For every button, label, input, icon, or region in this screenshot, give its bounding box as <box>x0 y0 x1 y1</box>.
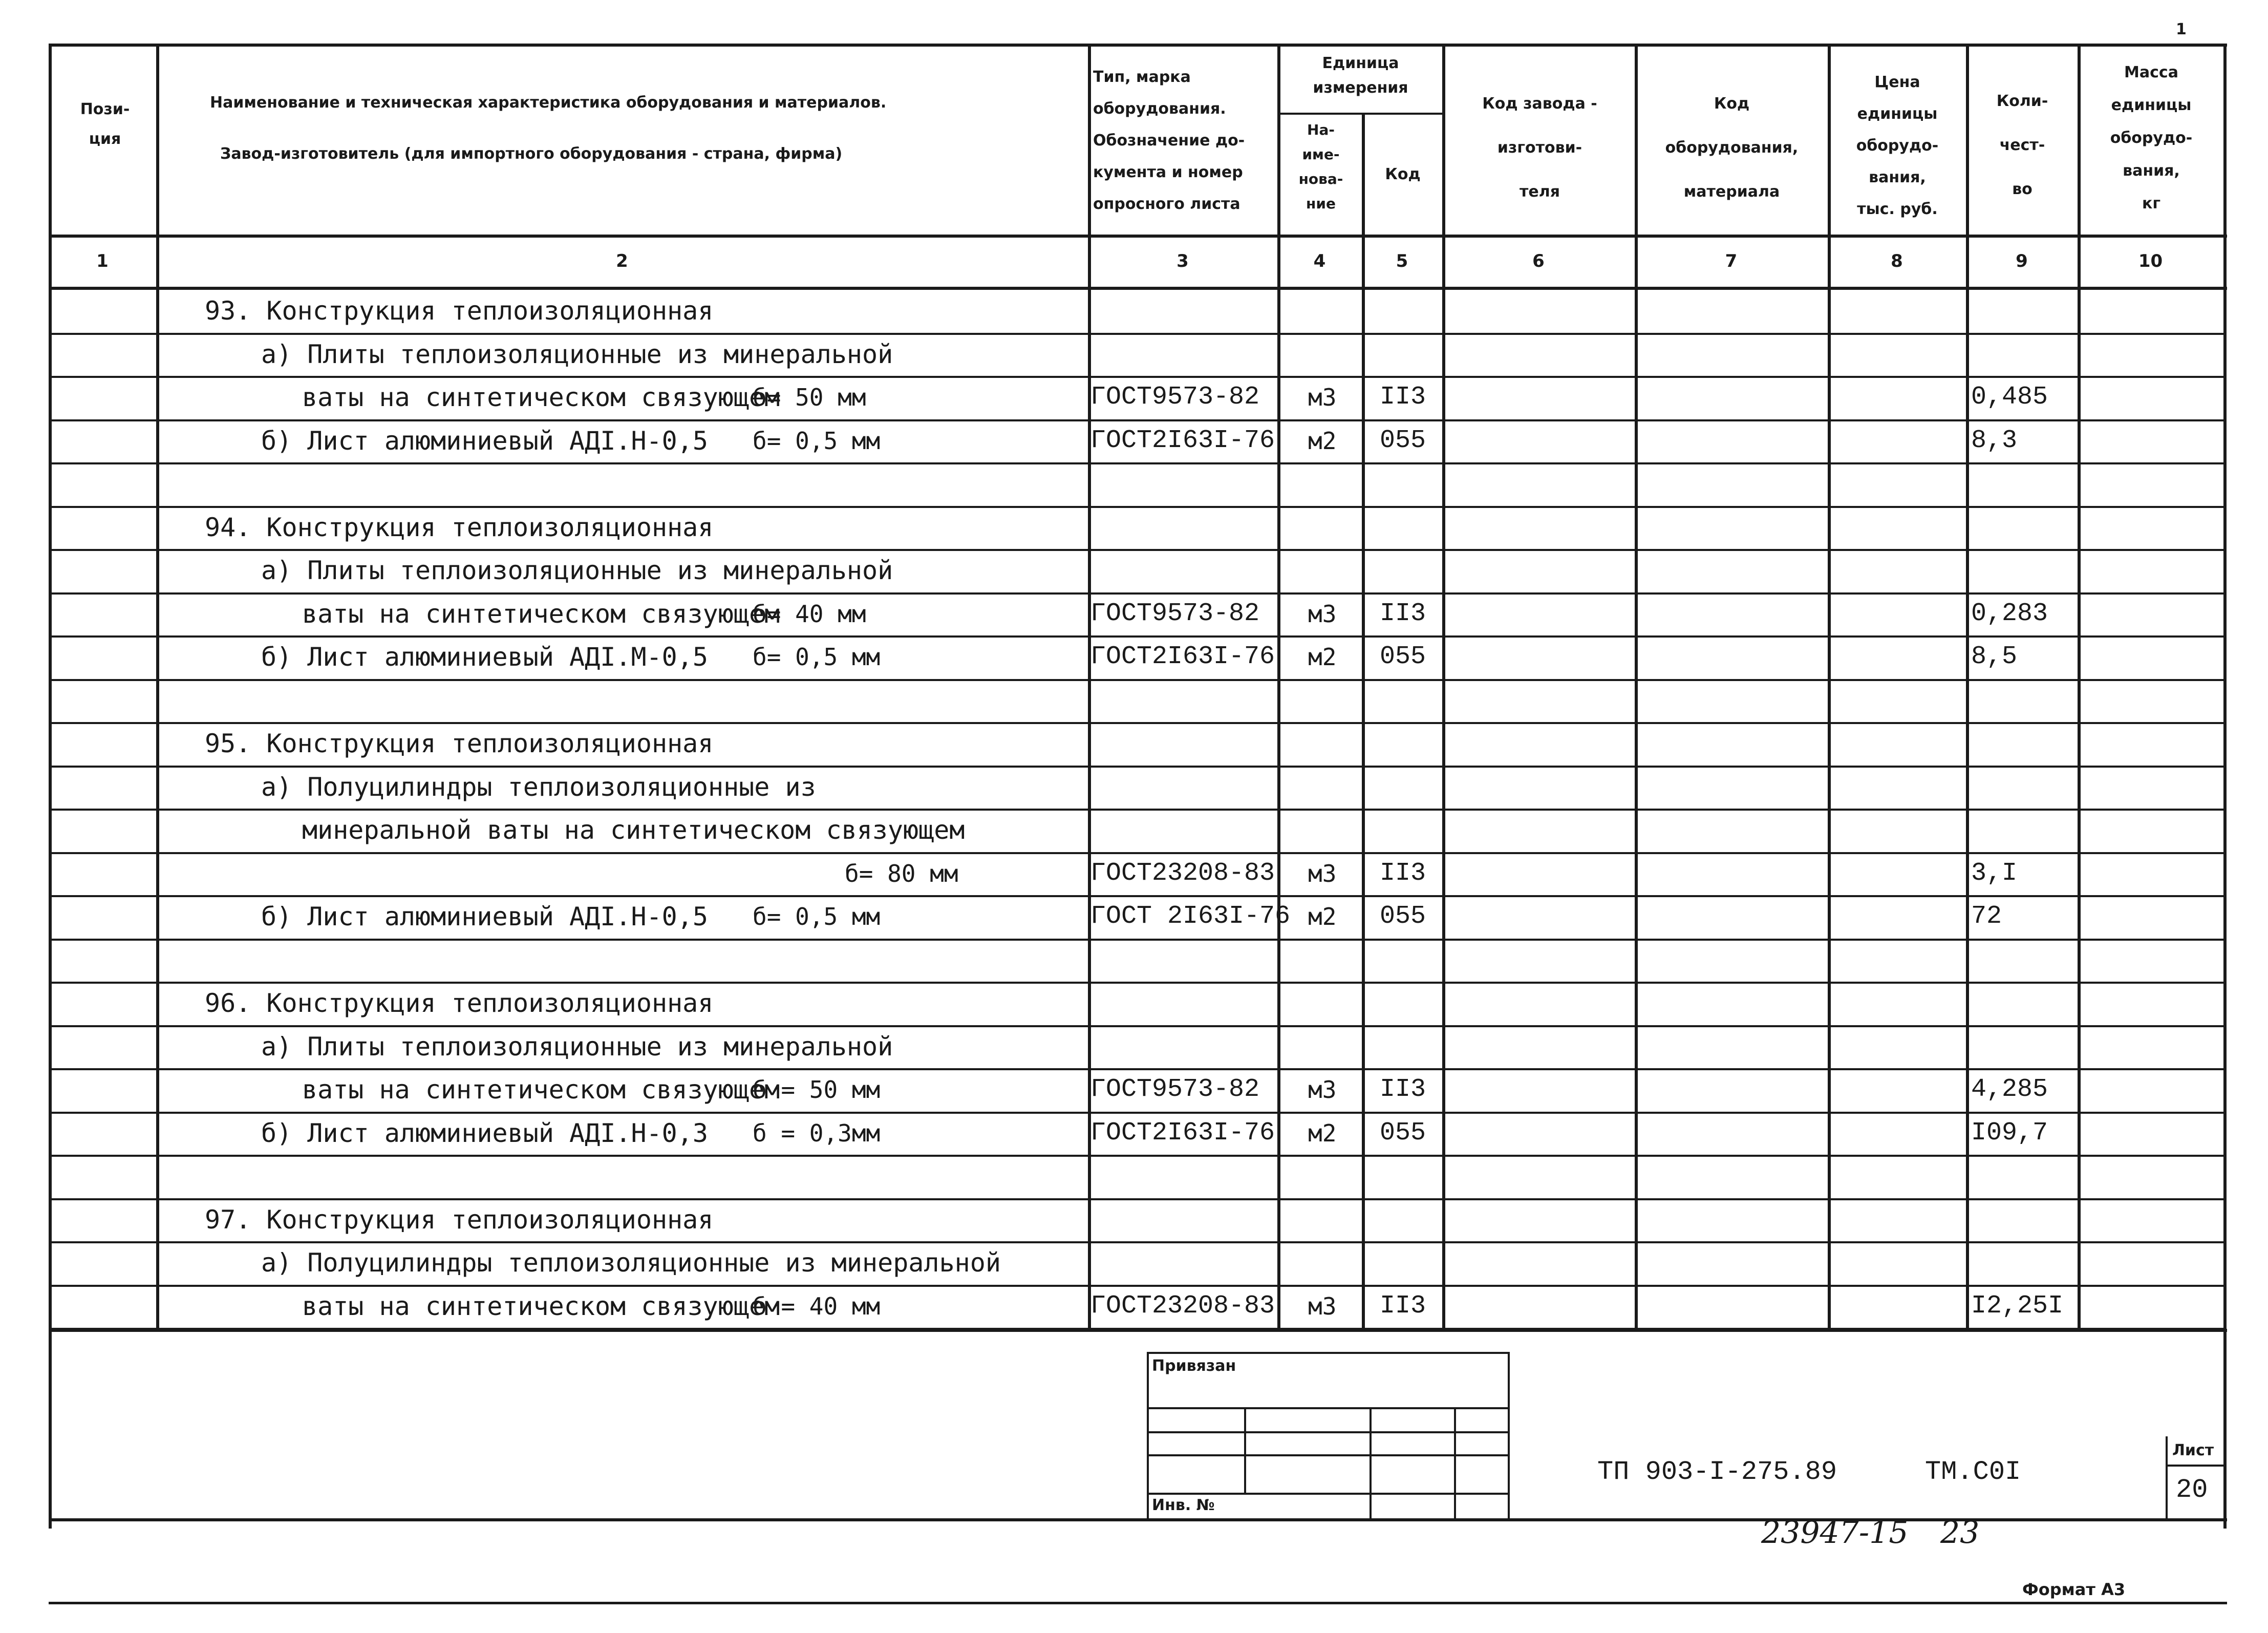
row-separator <box>49 462 2224 464</box>
row-separator <box>49 376 2224 378</box>
row-separator <box>49 1328 2224 1330</box>
stamp-col-1 <box>1244 1407 1246 1493</box>
item-thickness: б = 40 мм <box>753 1292 881 1320</box>
item-name: ваты на синтетическом связующем <box>302 383 780 412</box>
document-designation: ГОСТ9573-82 <box>1090 599 1260 628</box>
document-designation: ГОСТ23208-83 <box>1090 1291 1275 1321</box>
unit-code: 055 <box>1380 642 1426 671</box>
col-line-6 <box>1635 44 1638 1329</box>
row-separator <box>49 722 2224 724</box>
col-line-4 <box>1362 113 1365 1329</box>
stamp-box-left <box>1147 1352 1149 1521</box>
stamp-box-top <box>1147 1352 1508 1354</box>
page-bottom-line <box>49 1602 2227 1604</box>
item-thickness: б= 40 мм <box>753 600 866 628</box>
sheet-label: Лист <box>2172 1441 2214 1459</box>
header-unit-name: На- име- нова- ние <box>1298 121 1343 212</box>
unit-code: II3 <box>1380 599 1426 628</box>
row-separator <box>49 766 2224 768</box>
header-price: Цена единицы оборудо- вания, тыс. руб. <box>1856 73 1939 218</box>
sheet-box-left <box>2166 1436 2168 1518</box>
unit-name: м2 <box>1308 427 1337 455</box>
quantity-value: I2,25I <box>1971 1291 2064 1321</box>
row-separator <box>49 1241 2224 1243</box>
item-name: а) Плиты теплоизоляционные из минеральной <box>261 1031 893 1062</box>
document-designation: ГОСТ2I63I-76 <box>1090 426 1275 455</box>
header-mass: Масса единицы оборудо- вания, кг <box>2110 63 2193 213</box>
colnum-10: 10 <box>2138 251 2163 271</box>
unit-code: 055 <box>1380 1118 1426 1148</box>
row-separator <box>49 333 2224 335</box>
stamp-inv-number: Инв. № <box>1152 1496 1215 1514</box>
colnum-3: 3 <box>1176 251 1189 271</box>
header-equipment-code: Код оборудования, материала <box>1665 95 1799 201</box>
stamp-col-2 <box>1370 1407 1372 1521</box>
handwritten-number: 23947-15 <box>1761 1515 1909 1551</box>
row-separator <box>49 419 2224 421</box>
unit-name: м2 <box>1308 1119 1337 1147</box>
col-line-7 <box>1828 44 1831 1329</box>
colnum-1: 1 <box>96 251 109 271</box>
quantity-value: I09,7 <box>1971 1118 2048 1148</box>
item-thickness: б= 0,5 мм <box>753 643 881 671</box>
colnum-2: 2 <box>616 251 628 271</box>
unit-code: II3 <box>1380 1075 1426 1104</box>
colnum-6: 6 <box>1532 251 1545 271</box>
row-separator <box>49 635 2224 638</box>
colnum-9: 9 <box>2016 251 2028 271</box>
item-name: 95. Конструкция теплоизоляционная <box>205 729 714 758</box>
colnum-4: 4 <box>1313 251 1326 271</box>
unit-name: м2 <box>1308 643 1337 671</box>
col-line-8 <box>1966 44 1969 1329</box>
row-separator <box>49 1198 2224 1200</box>
quantity-value: 8,5 <box>1971 642 2018 671</box>
colnum-5: 5 <box>1396 251 1408 271</box>
document-designation: ГОСТ 2I63I-76 <box>1090 902 1291 931</box>
unit-name: м3 <box>1308 384 1337 411</box>
col-line-1 <box>156 44 159 1329</box>
item-name: 96. Конструкция теплоизоляционная <box>205 988 714 1018</box>
document-designation: ГОСТ2I63I-76 <box>1090 1118 1275 1148</box>
quantity-value: 0,485 <box>1971 383 2048 412</box>
header-type-mark: Тип, марка оборудования. Обозначение до- кумента и номер опросного листа <box>1093 68 1245 213</box>
row-separator <box>49 982 2224 984</box>
document-designation: ГОСТ23208-83 <box>1090 858 1275 888</box>
item-name: ваты на синтетическом связующем <box>302 599 780 629</box>
item-thickness: б= 0,5 мм <box>753 903 881 930</box>
document-code: ТП 903-I-275.89 <box>1597 1457 1837 1487</box>
handwritten-page: 23 <box>1940 1515 1980 1551</box>
item-name: а) Полуцилиндры теплоизоляционные из минеральной <box>261 1248 1001 1278</box>
row-separator <box>49 809 2224 811</box>
colnum-7: 7 <box>1725 251 1738 271</box>
col-line-5 <box>1442 44 1445 1329</box>
format-label: Формат А3 <box>2022 1580 2126 1599</box>
item-thickness: б= 0,5 мм <box>753 427 881 455</box>
unit-code: II3 <box>1380 858 1426 888</box>
document-designation: ГОСТ9573-82 <box>1090 1075 1260 1104</box>
quantity-value: 72 <box>1971 902 2002 931</box>
header-quantity: Коли- чест- во <box>1996 92 2048 198</box>
row-separator <box>49 1155 2224 1157</box>
row-separator <box>49 592 2224 595</box>
header-name-line2: Завод-изготовитель (для импортного оборудования - страна, фирма) <box>220 145 843 163</box>
header-factory-code: Код завода - изготови- теля <box>1482 95 1597 201</box>
corner-mark: 1 <box>2176 20 2187 38</box>
quantity-value: 0,283 <box>1971 599 2048 628</box>
item-name: минеральной ваты на синтетическом связующем <box>302 815 965 845</box>
table-right-border <box>2223 44 2227 1529</box>
header-unit-code: Код <box>1385 165 1421 183</box>
item-thickness: б= 80 мм <box>845 859 958 887</box>
row-separator <box>49 852 2224 854</box>
col-line-3 <box>1277 44 1280 1329</box>
stamp-privyazan: Привязан <box>1152 1357 1236 1375</box>
item-name: а) Плиты теплоизоляционные из минеральной <box>261 556 893 585</box>
header-position: Пози- ция <box>80 100 130 148</box>
item-name: б) Лист алюминиевый АДI.Н-0,5 <box>261 426 708 456</box>
item-name: 94. Конструкция теплоизоляционная <box>205 512 714 542</box>
row-separator <box>49 1112 2224 1114</box>
unit-code: II3 <box>1380 1291 1426 1321</box>
item-name: а) Полуцилиндры теплоизоляционные из <box>261 772 816 802</box>
unit-name: м3 <box>1308 1292 1337 1320</box>
item-name: 93. Конструкция теплоизоляционная <box>205 296 714 326</box>
unit-name: м3 <box>1308 859 1337 887</box>
header-name-line1: Наименование и техническая характеристика оборудования и материалов. <box>210 94 887 112</box>
item-name: 97. Конструкция теплоизоляционная <box>205 1204 714 1235</box>
row-separator <box>49 1025 2224 1027</box>
item-thickness: б = 50 мм <box>753 1076 881 1104</box>
item-name: б) Лист алюминиевый АДI.М-0,5 <box>261 642 708 672</box>
sheet-number: 20 <box>2176 1475 2208 1505</box>
row-separator <box>49 549 2224 551</box>
row-separator <box>49 1285 2224 1287</box>
row-separator <box>49 679 2224 681</box>
item-name: б) Лист алюминиевый АДI.Н-0,3 <box>261 1118 708 1148</box>
table-top-border <box>49 44 2227 47</box>
document-designation: ГОСТ2I63I-76 <box>1090 642 1275 671</box>
colnum-8: 8 <box>1891 251 1903 271</box>
item-name: б) Лист алюминиевый АДI.Н-0,5 <box>261 902 708 931</box>
unit-name: м3 <box>1308 600 1337 628</box>
item-thickness: б = 0,3мм <box>753 1119 881 1147</box>
document-mark: ТМ.С0I <box>1925 1457 2021 1487</box>
row-separator <box>49 895 2224 897</box>
header-bottom-border <box>49 235 2227 238</box>
header-unit-group: Единица измерения <box>1313 54 1408 97</box>
unit-code: 055 <box>1380 902 1426 931</box>
quantity-value: 8,3 <box>1971 426 2018 455</box>
colnum-bottom-border <box>49 287 2227 290</box>
item-name: ваты на синтетическом связующем <box>302 1291 780 1321</box>
col-line-9 <box>2078 44 2081 1329</box>
unit-name: м3 <box>1308 1076 1337 1104</box>
row-separator <box>49 1068 2224 1070</box>
quantity-value: 4,285 <box>1971 1075 2048 1104</box>
item-name: а) Плиты теплоизоляционные из минеральной <box>261 339 893 369</box>
item-name: ваты на синтетическом связующем <box>302 1075 780 1105</box>
quantity-value: 3,I <box>1971 858 2018 888</box>
unit-group-divider <box>1277 113 1442 115</box>
item-thickness: б= 50 мм <box>753 384 866 411</box>
sheet-box-divider <box>2166 1465 2224 1467</box>
stamp-box-right <box>1508 1352 1510 1521</box>
unit-code: II3 <box>1380 383 1426 412</box>
unit-code: 055 <box>1380 426 1426 455</box>
row-separator <box>49 506 2224 508</box>
stamp-col-3 <box>1454 1407 1456 1521</box>
unit-name: м2 <box>1308 903 1337 930</box>
document-designation: ГОСТ9573-82 <box>1090 383 1260 412</box>
row-separator <box>49 939 2224 941</box>
